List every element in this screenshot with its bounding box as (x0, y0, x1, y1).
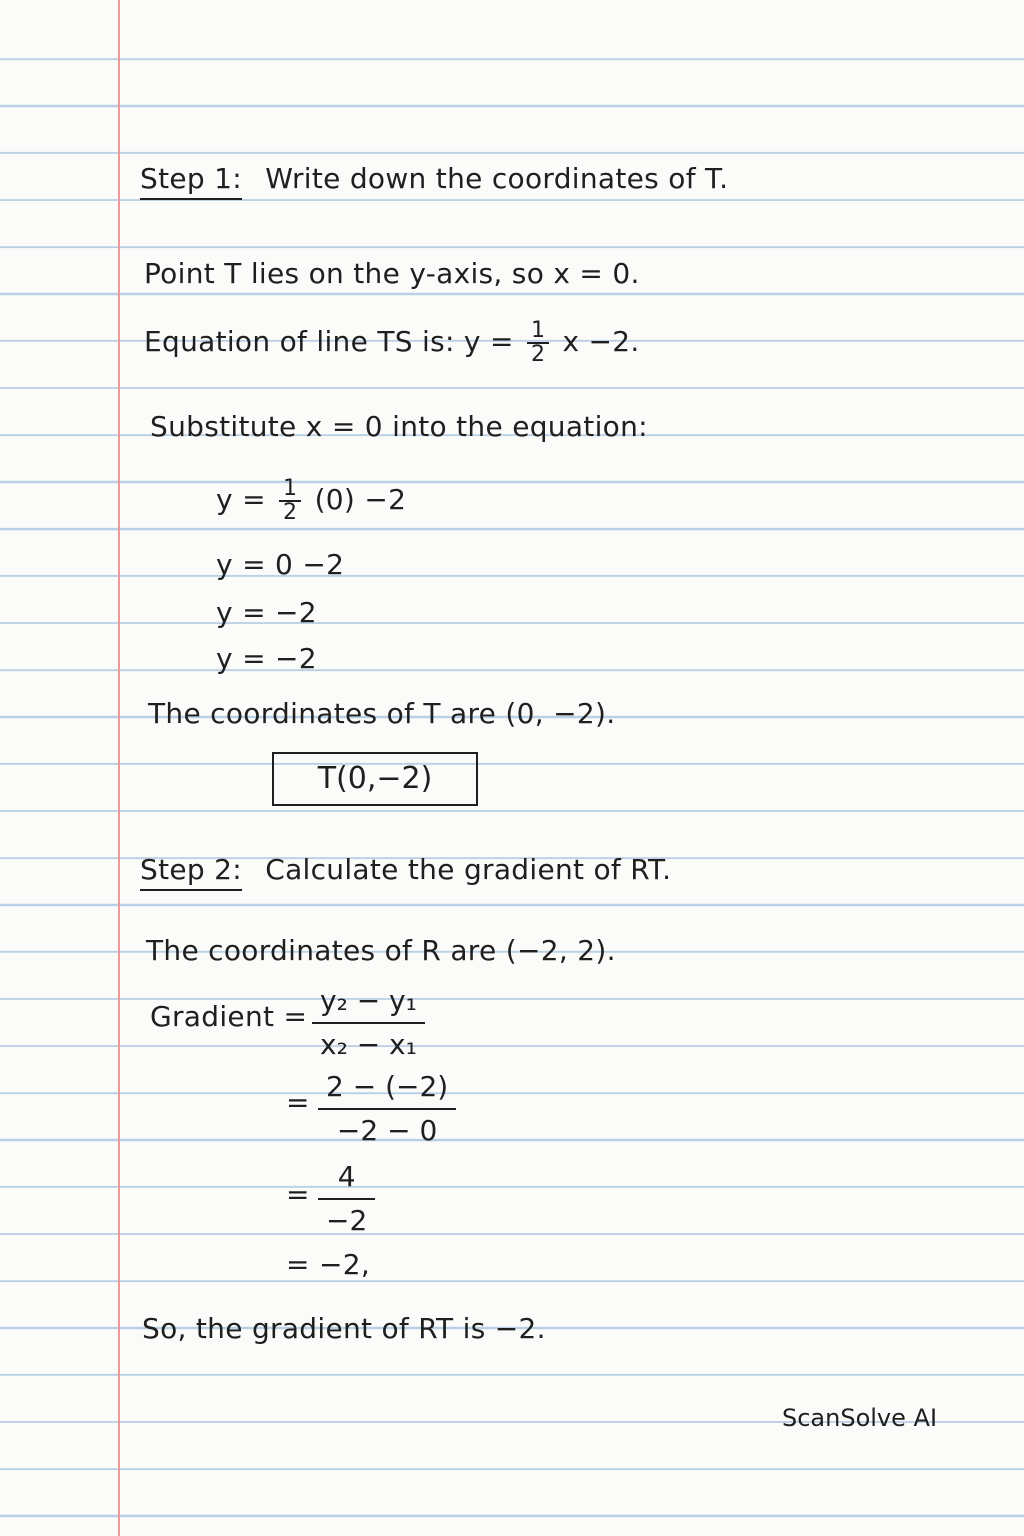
step2-line1: The coordinates of R are (−2, 2). (146, 934, 616, 967)
step1-label: Step 1: (140, 162, 243, 195)
step2-conclusion: So, the gradient of RT is −2. (142, 1312, 546, 1345)
fraction-denominator: 2 (283, 500, 298, 525)
calc1-prefix: y = (216, 483, 266, 516)
step1-title: Write down the coordinates of T. (265, 162, 729, 195)
gradient-label: Gradient = (150, 1000, 308, 1033)
equals-sign-2: = (286, 1178, 310, 1211)
substitution-numerator: 2 − (−2) (318, 1070, 456, 1110)
step2-heading (140, 853, 671, 887)
step1-line1: Point T lies on the y-axis, so x = 0. (144, 257, 640, 290)
step1-line2-prefix: Equation of line TS is: y = (144, 325, 514, 358)
formula-denominator: x₂ − x₁ (320, 1028, 417, 1061)
step1-line2-fraction (527, 320, 549, 366)
step1-calc1 (216, 478, 406, 524)
equals-sign-1: = (286, 1086, 310, 1119)
step2-label: Step 2: (140, 853, 243, 886)
simplified-denominator: −2 (326, 1204, 368, 1237)
substitution-fraction (318, 1070, 456, 1148)
formula-numerator: y₂ − y₁ (312, 984, 425, 1024)
step1-line3: Substitute x = 0 into the equation: (150, 410, 648, 443)
answer-box-t: T(0,−2) (272, 752, 478, 806)
step1-calc3: y = −2 (216, 596, 317, 629)
substitution-denominator: −2 − 0 (336, 1114, 438, 1147)
calc1-fraction (279, 478, 301, 524)
signature: ScanSolve AI (782, 1404, 938, 1432)
gradient-formula-fraction (312, 984, 425, 1062)
step1-line2 (144, 320, 640, 366)
step1-heading (140, 162, 728, 196)
step2-title: Calculate the gradient of RT. (265, 853, 672, 886)
calc1-suffix: (0) −2 (314, 483, 407, 516)
fraction-numerator: 1 (527, 320, 549, 344)
step1-line2-suffix: x −2. (562, 325, 640, 358)
step1-calc2: y = 0 −2 (216, 548, 345, 581)
fraction-numerator: 1 (279, 478, 301, 502)
fraction-denominator: 2 (530, 342, 546, 367)
step1-conclusion: The coordinates of T are (0, −2). (148, 697, 616, 730)
simplified-fraction (318, 1160, 375, 1238)
step1-calc4: y = −2 (216, 642, 317, 675)
margin-line (118, 0, 120, 1536)
gradient-result: = −2, (286, 1248, 371, 1281)
simplified-numerator: 4 (318, 1160, 375, 1200)
